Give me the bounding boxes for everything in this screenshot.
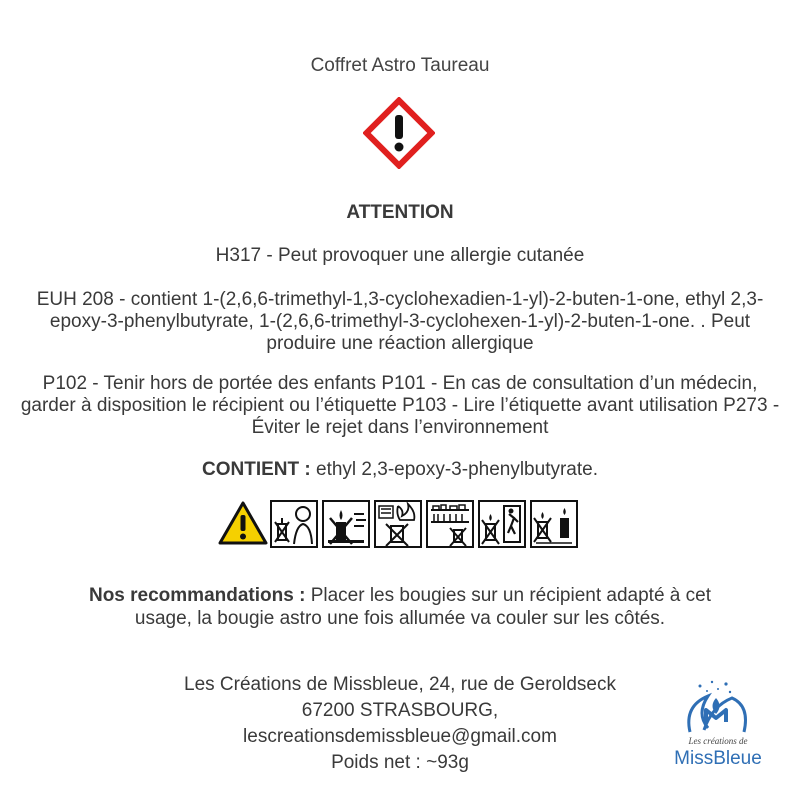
no-unattended-icon — [478, 500, 526, 548]
address-line-2: 67200 STRASBOURG, — [301, 700, 499, 721]
no-books-shelf-icon — [426, 500, 474, 548]
no-drafts-icon — [322, 500, 370, 548]
no-flammable-icon — [374, 500, 422, 548]
euh-statement: EUH 208 - contient 1-(2,6,6-trimethyl-1,3-cyclohexadien-1-yl)-2-buten-1-one, ethyl 2,3-epoxy-3-phenylbutyrate, 1-(2,6,6-trimethyl-3-cyclohexen-1-yl)-2-buten-1-one. . Peut produire une réaction allergique — [36, 289, 764, 354]
email: lescreationsdemissbleue@gmail.com — [243, 726, 557, 747]
contains-line — [0, 459, 800, 481]
hazard-statement: H317 - Peut provoquer une allergie cutanée — [215, 245, 585, 266]
ghs-exclamation-pictogram-icon — [363, 97, 435, 169]
recommendations-label: Nos recommandations : — [88, 585, 306, 606]
missbleue-logo — [660, 676, 780, 776]
logo-script-text: Les créations de — [688, 736, 748, 746]
no-children-icon — [270, 500, 318, 548]
signal-word: ATTENTION — [346, 202, 454, 223]
net-weight: Poids net : ~93g — [331, 752, 469, 773]
keep-distance-icon — [530, 500, 578, 548]
recommendations-text: Placer les bougies sur un récipient adapté à cet usage, la bougie astro une fois allumée va couler sur les côtés. — [134, 585, 711, 629]
address-line-1: Les Créations de Missbleue, 24, rue de Geroldseck — [184, 674, 616, 695]
precautionary-statements: P102 - Tenir hors de portée des enfants P101 - En cas de consultation d’un médecin, garder à disposition le récipient ou l’étiquette P103 - Lire l’étiquette avant utilisation P273 - Éviter le rejet dans l’environnement — [20, 373, 780, 438]
contains-value: ethyl 2,3-epoxy-3-phenylbutyrate. — [310, 459, 598, 480]
warning-triangle-icon — [218, 500, 268, 546]
contains-label: CONTIENT : — [202, 459, 311, 480]
recommendations — [60, 584, 740, 630]
logo-brand-text: MissBleue — [674, 748, 762, 769]
product-title: Coffret Astro Taureau — [310, 55, 490, 76]
